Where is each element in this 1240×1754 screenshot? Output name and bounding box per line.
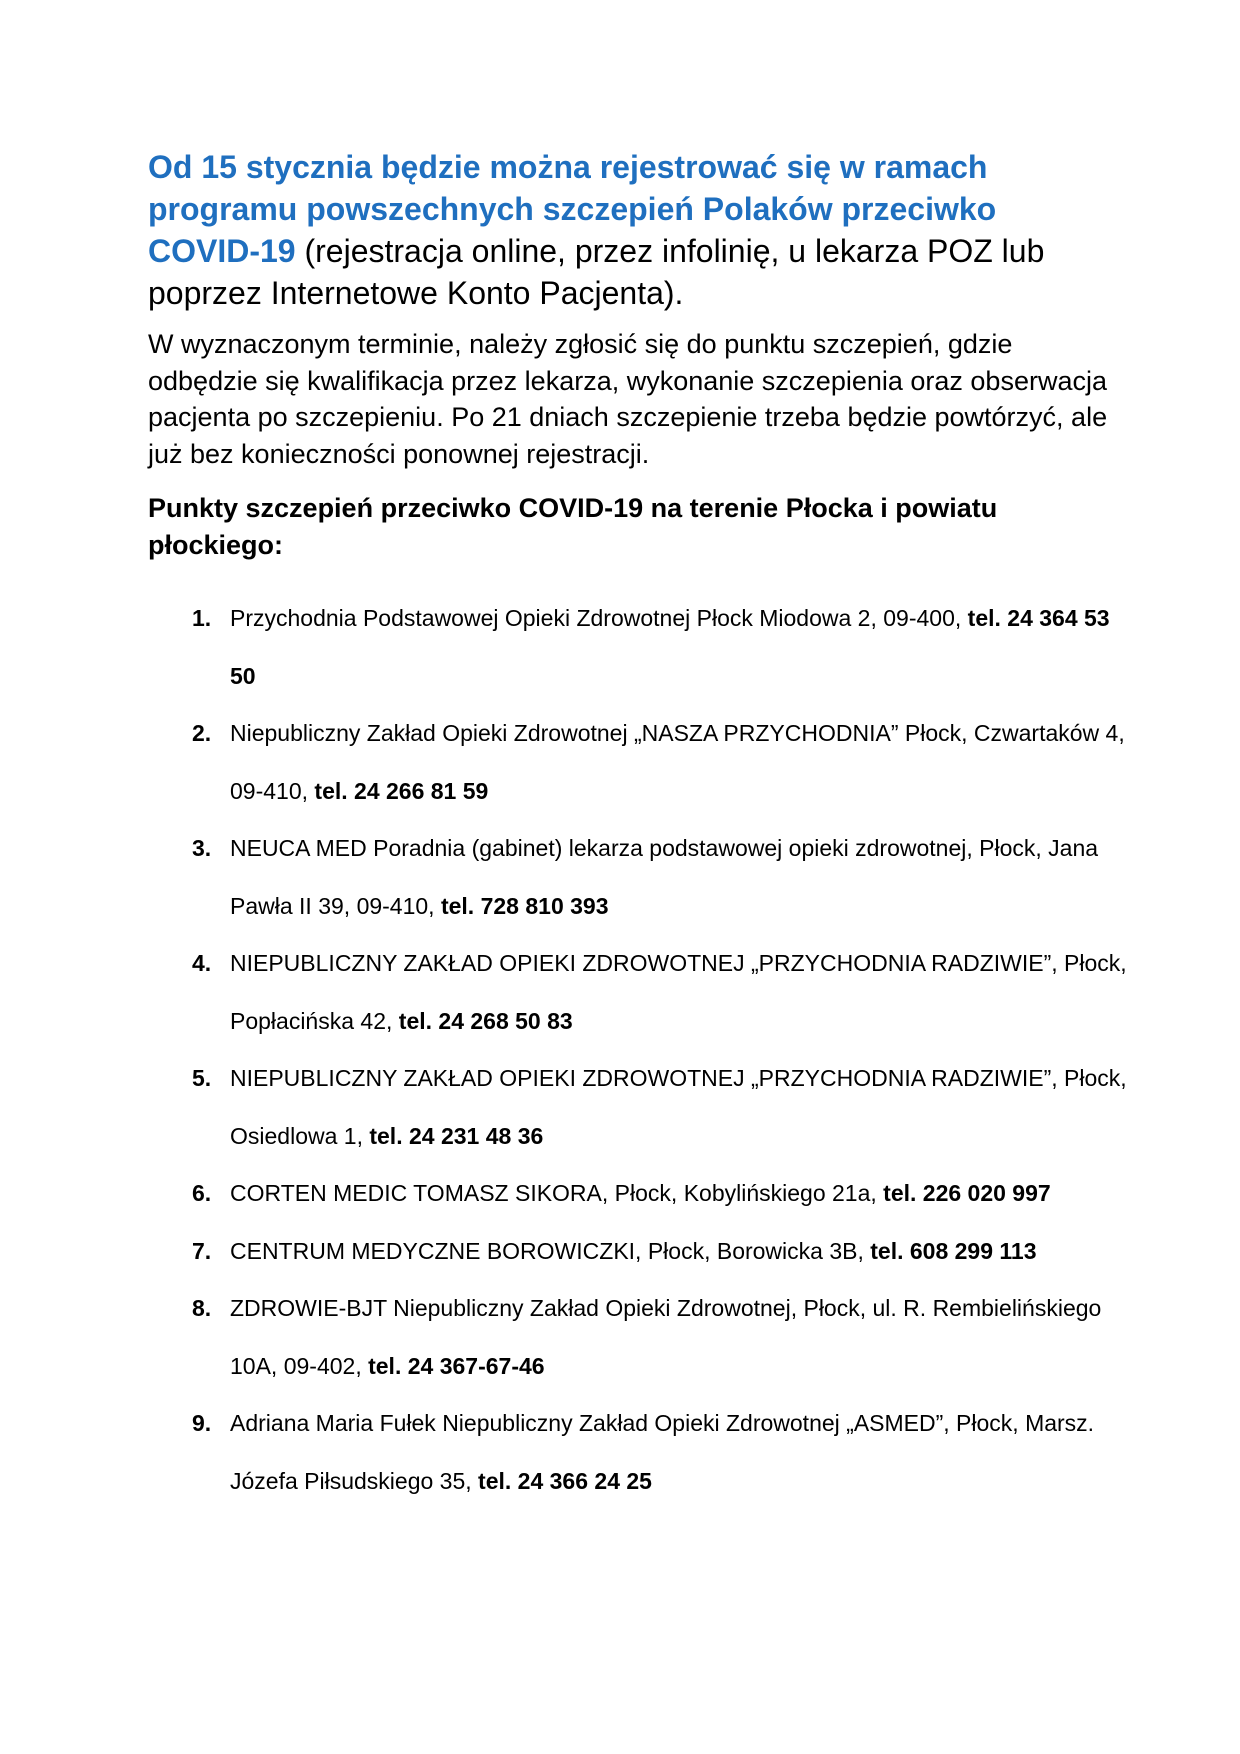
document-page — [148, 146, 1127, 1510]
item-number: 2. — [192, 720, 212, 746]
item-text: ZDROWIE-BJT Niepubliczny Zakład Opieki Zdrowotnej, Płock, ul. R. Rembielińskiego 10A, 09-402, — [230, 1295, 1102, 1379]
item-phone: tel. 24 266 81 59 — [314, 777, 489, 804]
list-item — [148, 590, 1130, 705]
item-phone: tel. 608 299 113 — [870, 1237, 1037, 1264]
section-title: Punkty szczepień przeciwko COVID-19 na terenie Płocka i powiatu płockiego: — [148, 493, 998, 560]
item-text: Przychodnia Podstawowej Opieki Zdrowotnej Płock Miodowa 2, 09-400, — [230, 605, 968, 631]
item-text: CENTRUM MEDYCZNE BOROWICZKI, Płock, Borowicka 3B, — [230, 1237, 871, 1264]
item-phone: tel. 24 364 53 50 — [230, 605, 1110, 689]
list-item — [148, 1165, 1130, 1223]
item-number: 4. — [192, 950, 212, 976]
item-text: NIEPUBLICZNY ZAKŁAD OPIEKI ZDROWOTNEJ „PRZYCHODNIA RADZIWIE”, Płock, Osiedlowa 1, — [230, 1065, 1127, 1149]
item-text: NIEPUBLICZNY ZAKŁAD OPIEKI ZDROWOTNEJ „PRZYCHODNIA RADZIWIE”, Płock, Popłacińska 42, — [230, 950, 1127, 1034]
item-phone: tel. 24 366 24 25 — [478, 1467, 652, 1494]
item-phone: tel. 24 268 50 83 — [398, 1007, 573, 1034]
item-number: 1. — [192, 605, 212, 631]
item-phone: tel. 24 231 48 36 — [369, 1122, 544, 1149]
list-item — [148, 935, 1130, 1050]
intro-paragraph: W wyznaczonym terminie, należy zgłosić się do punktu szczepień, gdzie odbędzie się kwalifikacja przez lekarza, wykonanie szczepienia oraz obserwacja pacjenta po szczepieniu. Po 21 dniach szczepienie trzeba będzie powtórzyć, ale już bez konieczności ponownej rejestracji. — [148, 329, 1108, 469]
item-phone: tel. 226 020 997 — [883, 1180, 1051, 1206]
item-number: 6. — [192, 1180, 212, 1206]
list-item — [148, 1050, 1130, 1165]
list-item — [148, 1395, 1130, 1510]
item-phone: tel. 24 367-67-46 — [368, 1352, 545, 1379]
vaccination-points-list — [148, 590, 1127, 1510]
list-item — [148, 705, 1130, 820]
item-number: 5. — [192, 1065, 212, 1091]
headline-rest: (rejestracja online, przez infolinię, u lekarza POZ lub poprzez Internetowe Konto Pacjenta). — [148, 233, 1045, 311]
item-text: Niepubliczny Zakład Opieki Zdrowotnej „NASZA PRZYCHODNIA” Płock, Czwartaków 4, 09-410, — [230, 720, 1125, 804]
item-phone: tel. 728 810 393 — [440, 892, 609, 919]
item-text: NEUCA MED Poradnia (gabinet) lekarza podstawowej opieki zdrowotnej, Płock, Jana Pawła II 39, 09-410, — [230, 835, 1099, 919]
item-number: 8. — [192, 1295, 212, 1321]
item-text: Adriana Maria Fułek Niepubliczny Zakład Opieki Zdrowotnej „ASMED”, Płock, Marsz. Józefa Piłsudskiego 35, — [230, 1410, 1095, 1494]
list-item — [148, 820, 1130, 935]
item-number: 3. — [192, 835, 212, 861]
item-text: CORTEN MEDIC TOMASZ SIKORA, Płock, Kobylińskiego 21a, — [230, 1180, 884, 1206]
headline — [148, 146, 1108, 314]
list-item — [148, 1280, 1130, 1395]
list-item — [148, 1223, 1130, 1281]
headline-highlight: Od 15 stycznia będzie można rejestrować się w ramach programu powszechnych szczepień Polaków przeciwko COVID-19 — [148, 149, 997, 269]
item-number: 7. — [192, 1237, 212, 1264]
item-number: 9. — [192, 1410, 212, 1436]
